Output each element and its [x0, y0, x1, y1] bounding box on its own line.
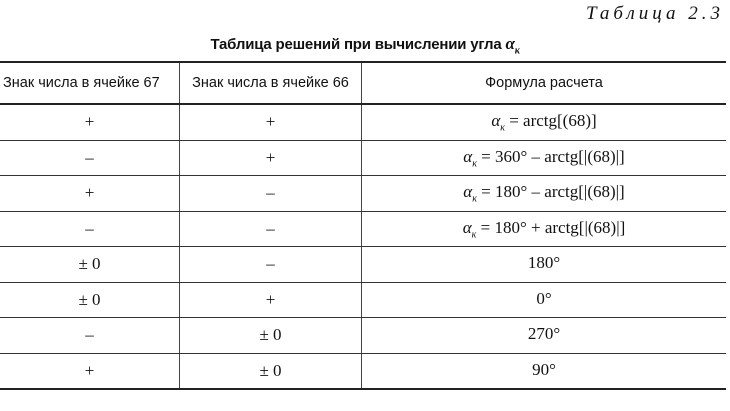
- formula-symbol: α: [463, 146, 473, 166]
- table-number-label: Таблица 2.3: [586, 3, 724, 24]
- formula-expression: = 180° + arctg[|(68)|]: [476, 217, 626, 237]
- caption-text: Таблица решений при вычислении угла: [210, 36, 502, 53]
- cell-sign-66: –: [180, 176, 362, 212]
- cell-sign-66: ± 0: [180, 353, 362, 389]
- cell-sign-66: –: [180, 247, 362, 283]
- formula-subscript: к: [500, 122, 505, 134]
- table-row: [0, 353, 726, 389]
- cell-formula: [362, 353, 727, 389]
- formula-subscript: к: [472, 157, 477, 169]
- cell-formula: [362, 282, 727, 318]
- formula-subscript: к: [472, 193, 477, 205]
- caption-symbol: [505, 34, 520, 57]
- cell-sign-67: –: [0, 211, 180, 247]
- cell-sign-67: +: [0, 353, 180, 389]
- formula-expression: 0°: [536, 288, 552, 308]
- formula-expression: = arctg[(68)]: [504, 111, 597, 131]
- formula-expression: 270°: [527, 324, 561, 344]
- cell-sign-67: +: [0, 104, 180, 140]
- formula-expression: = 360° – arctg[|(68)|]: [476, 146, 625, 166]
- cell-sign-67: ± 0: [0, 282, 180, 318]
- formula-symbol: α: [462, 217, 472, 237]
- table-row: [0, 318, 726, 354]
- formula-expression: 90°: [532, 359, 556, 379]
- cell-formula: [362, 318, 727, 354]
- caption-symbol-letter: α: [505, 34, 515, 53]
- header-row: [0, 62, 726, 104]
- formula-expression: 180°: [527, 253, 561, 273]
- table-row: [0, 211, 726, 247]
- caption-symbol-subscript: к: [514, 45, 520, 57]
- cell-formula: [362, 247, 727, 283]
- formula-symbol: α: [463, 182, 473, 202]
- cell-sign-66: +: [180, 282, 362, 318]
- cell-sign-67: –: [0, 318, 180, 354]
- header-cell-66: Знак числа в ячейке 66: [180, 62, 362, 104]
- table-row: [0, 104, 726, 140]
- cell-formula: [362, 211, 727, 247]
- cell-sign-66: +: [180, 140, 362, 176]
- header-cell-formula: Формула расчета: [362, 62, 727, 104]
- table-caption: [0, 34, 730, 56]
- cell-sign-66: –: [180, 211, 362, 247]
- cell-sign-66: ± 0: [180, 318, 362, 354]
- cell-formula: [362, 140, 727, 176]
- cell-sign-66: +: [180, 104, 362, 140]
- formula-subscript: к: [471, 228, 477, 240]
- cell-sign-67: –: [0, 140, 180, 176]
- decision-table: [0, 61, 726, 390]
- table-row: [0, 176, 726, 212]
- formula-symbol: α: [491, 111, 501, 131]
- cell-formula: [362, 104, 727, 140]
- cell-formula: [362, 176, 727, 212]
- table-row: [0, 140, 726, 176]
- header-cell-67: Знак числа в ячейке 67: [0, 62, 180, 104]
- table-row: [0, 247, 726, 283]
- cell-sign-67: ± 0: [0, 247, 180, 283]
- table-row: [0, 282, 726, 318]
- formula-expression: = 180° – arctg[|(68)|]: [476, 182, 625, 202]
- cell-sign-67: +: [0, 176, 180, 212]
